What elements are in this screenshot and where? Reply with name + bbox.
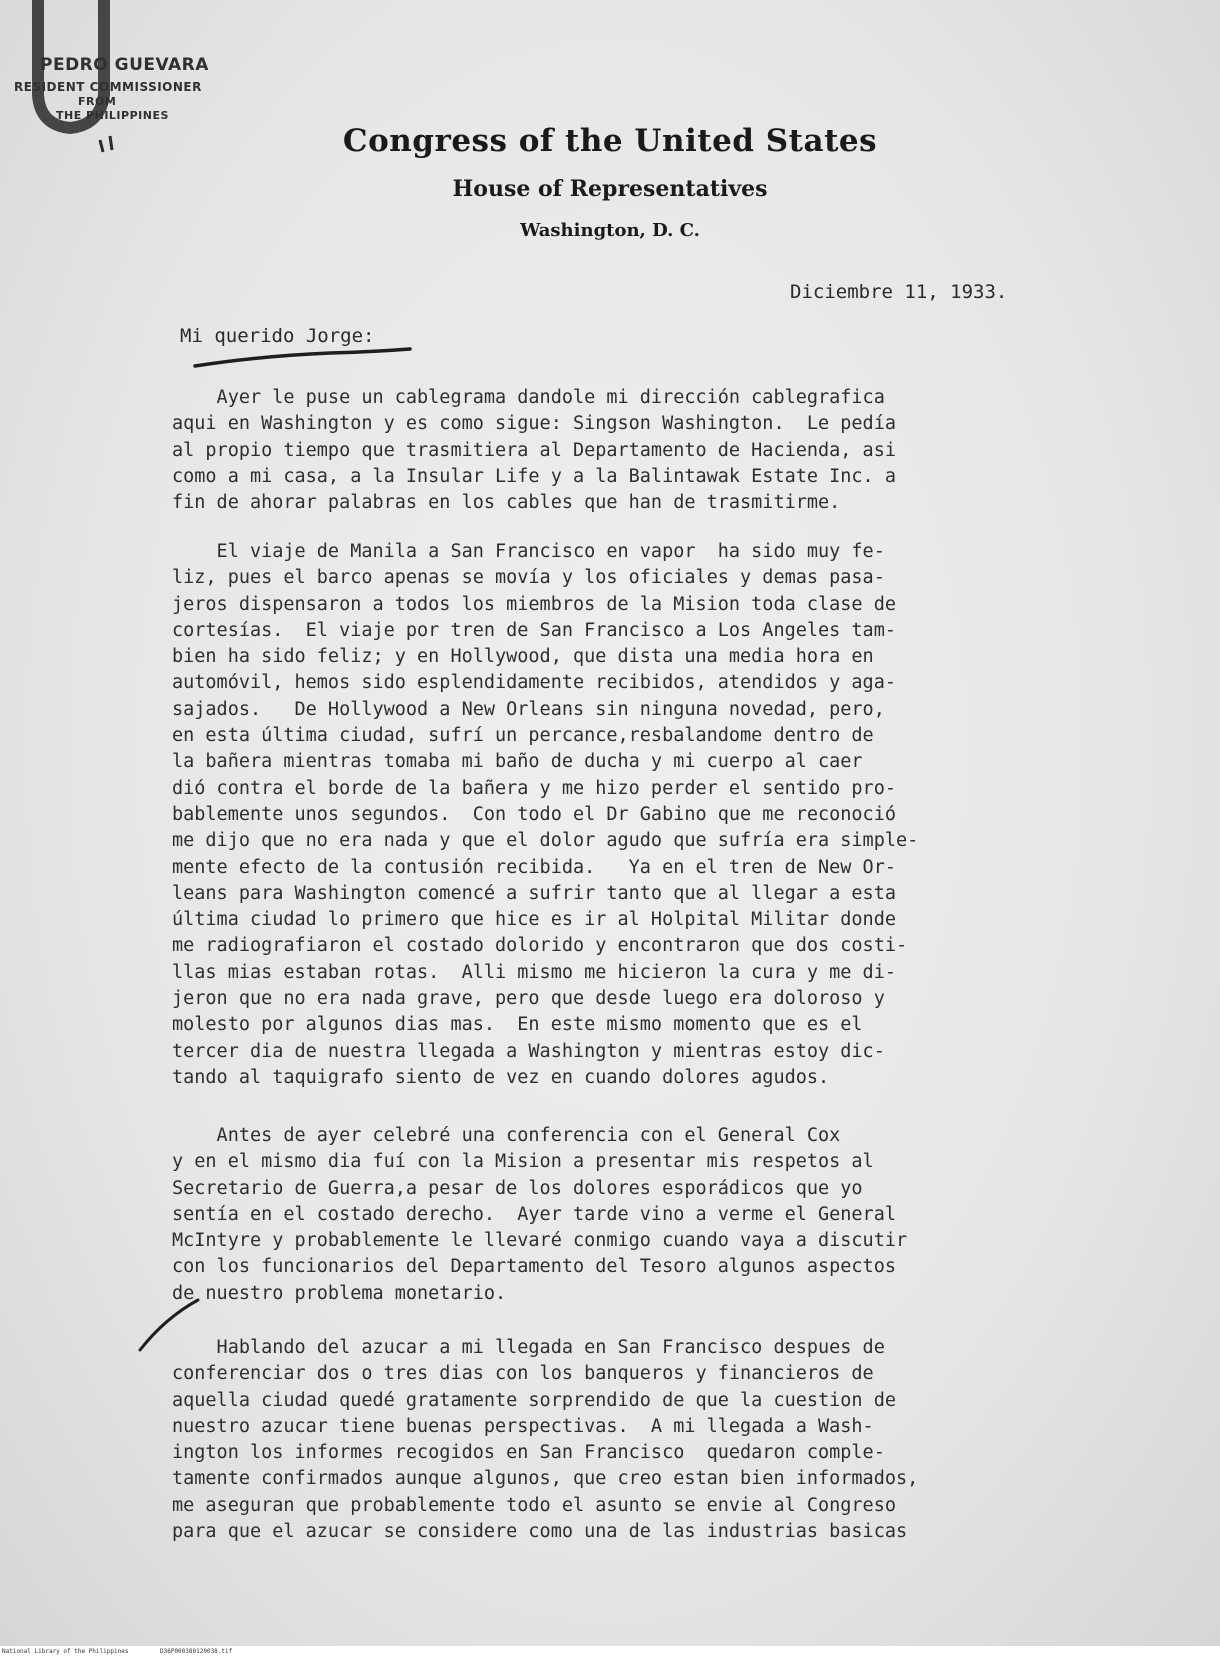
- text-line: tamente confirmados aunque algunos, que creo estan bien informados,: [172, 1468, 919, 1490]
- paragraph-journey: [172, 539, 1092, 1091]
- letter-date: Diciembre 11, 1933.: [790, 281, 1008, 303]
- text-line: me aseguran que probablemente todo el asunto se envie al Congreso: [172, 1494, 896, 1516]
- letterhead-house: House of Representatives: [452, 176, 768, 202]
- text-line: me radiografiaron el costado dolorido y encontraron que dos costi-: [172, 935, 908, 957]
- stamp-country: THE PHILIPPINES: [56, 109, 169, 122]
- text-line: como a mi casa, a la Insular Life y a la Balintawak Estate Inc. a: [172, 465, 896, 487]
- text-line: leans para Washington comencé a sufrir tanto que al llegar a esta: [172, 882, 896, 904]
- archive-source: National Library of the Philippines: [2, 1648, 129, 1655]
- text-line: Secretario de Guerra,a pesar de los dolores esporádicos que yo: [172, 1177, 863, 1199]
- text-line: conferenciar dos o tres dias con los banqueros y financieros de: [172, 1363, 874, 1385]
- text-line: sentía en el costado derecho. Ayer tarde vino a verme el General: [172, 1203, 896, 1225]
- text-line: dió contra el borde de la bañera y me hizo perder el sentido pro-: [172, 777, 896, 799]
- text-line: mente efecto de la contusión recibida. Ya en el tren de New Or-: [172, 856, 896, 878]
- text-line: ington los informes recogidos en San Francisco quedaron comple-: [172, 1442, 885, 1464]
- paragraph-sugar: [172, 1335, 1092, 1545]
- archive-footer: [0, 1646, 1220, 1658]
- text-line: para que el azucar se considere como una de las industrias basicas: [172, 1521, 908, 1543]
- text-line: tando al taquigrafo siento de vez en cuando dolores agudos.: [172, 1066, 830, 1088]
- letterhead-congress: Congress of the United States: [342, 123, 878, 159]
- text-line: y en el mismo dia fuí con la Mision a presentar mis respetos al: [172, 1151, 874, 1173]
- text-line: jeros dispensaron a todos los miembros de la Mision toda clase de: [172, 593, 896, 615]
- stamp-name: PEDRO GUEVARA: [40, 55, 209, 75]
- text-line: nuestro azucar tiene buenas perspectivas. A mi llegada a Wash-: [172, 1415, 874, 1437]
- letterhead-city: Washington, D. C.: [520, 220, 700, 241]
- text-line: McIntyre y probablemente le llevaré conmigo cuando vaya a discutir: [172, 1230, 908, 1252]
- text-line: Ayer le puse un cablegrama dandole mi dirección cablegrafica: [172, 387, 885, 408]
- text-line: con los funcionarios del Departamento del Tesoro algunos aspectos: [172, 1256, 896, 1278]
- text-line: al propio tiempo que trasmitiera al Departamento de Hacienda, asi: [172, 439, 896, 461]
- text-line: El viaje de Manila a San Francisco en vapor ha sido muy fe-: [172, 541, 885, 562]
- text-line: última ciudad lo primero que hice es ir al Holpital Militar donde: [172, 909, 896, 931]
- text-line: liz, pues el barco apenas se movía y los oficiales y demas pasa-: [172, 567, 885, 589]
- salutation-underline-mark: [195, 349, 410, 366]
- text-line: aqui en Washington y es como sigue: Singson Washington. Le pedía: [172, 413, 896, 435]
- text-line: jeron que no era nada grave, pero que desde luego era doloroso y: [172, 988, 885, 1010]
- archive-file-name: D36P000380120038.tif: [160, 1648, 233, 1655]
- stamp-from: FROM: [78, 95, 117, 108]
- text-line: Antes de ayer celebré una conferencia con el General Cox: [172, 1125, 841, 1146]
- salutation: Mi querido Jorge:: [180, 325, 375, 347]
- text-line: Hablando del azucar a mi llegada en San Francisco despues de: [172, 1337, 885, 1358]
- text-line: aquella ciudad quedé gratamente sorprendido de que la cuestion de: [172, 1389, 896, 1411]
- paragraph-cable-address: [172, 385, 1092, 516]
- text-line: sajados. De Hollywood a New Orleans sin ninguna novedad, pero,: [172, 698, 885, 720]
- text-line: llas mias estaban rotas. Alli mismo me hicieron la cura y me di-: [172, 961, 896, 983]
- text-line: automóvil, hemos sido esplendidamente recibidos, atendidos y aga-: [172, 672, 896, 694]
- stamp-title: RESIDENT COMMISSIONER: [14, 80, 202, 94]
- text-line: me dijo que no era nada y que el dolor agudo que sufría era simple-: [172, 830, 919, 852]
- text-line: en esta última ciudad, sufrí un percance,resbalandome dentro de: [172, 725, 874, 747]
- text-line: bablemente unos segundos. Con todo el Dr Gabino que me reconoció: [172, 803, 896, 825]
- text-line: fin de ahorar palabras en los cables que han de trasmitirme.: [172, 492, 841, 514]
- text-line: molesto por algunos dias mas. En este mismo momento que es el: [172, 1014, 863, 1036]
- text-line: tercer dia de nuestra llegada a Washington y mientras estoy dic-: [172, 1040, 885, 1062]
- paragraph-conferences: [172, 1123, 1092, 1307]
- text-line: cortesías. El viaje por tren de San Francisco a Los Angeles tam-: [172, 619, 896, 641]
- text-line: de nuestro problema monetario.: [172, 1282, 507, 1304]
- text-line: la bañera mientras tomaba mi baño de ducha y mi cuerpo al caer: [172, 751, 863, 773]
- text-line: bien ha sido feliz; y en Hollywood, que dista una media hora en: [172, 646, 874, 668]
